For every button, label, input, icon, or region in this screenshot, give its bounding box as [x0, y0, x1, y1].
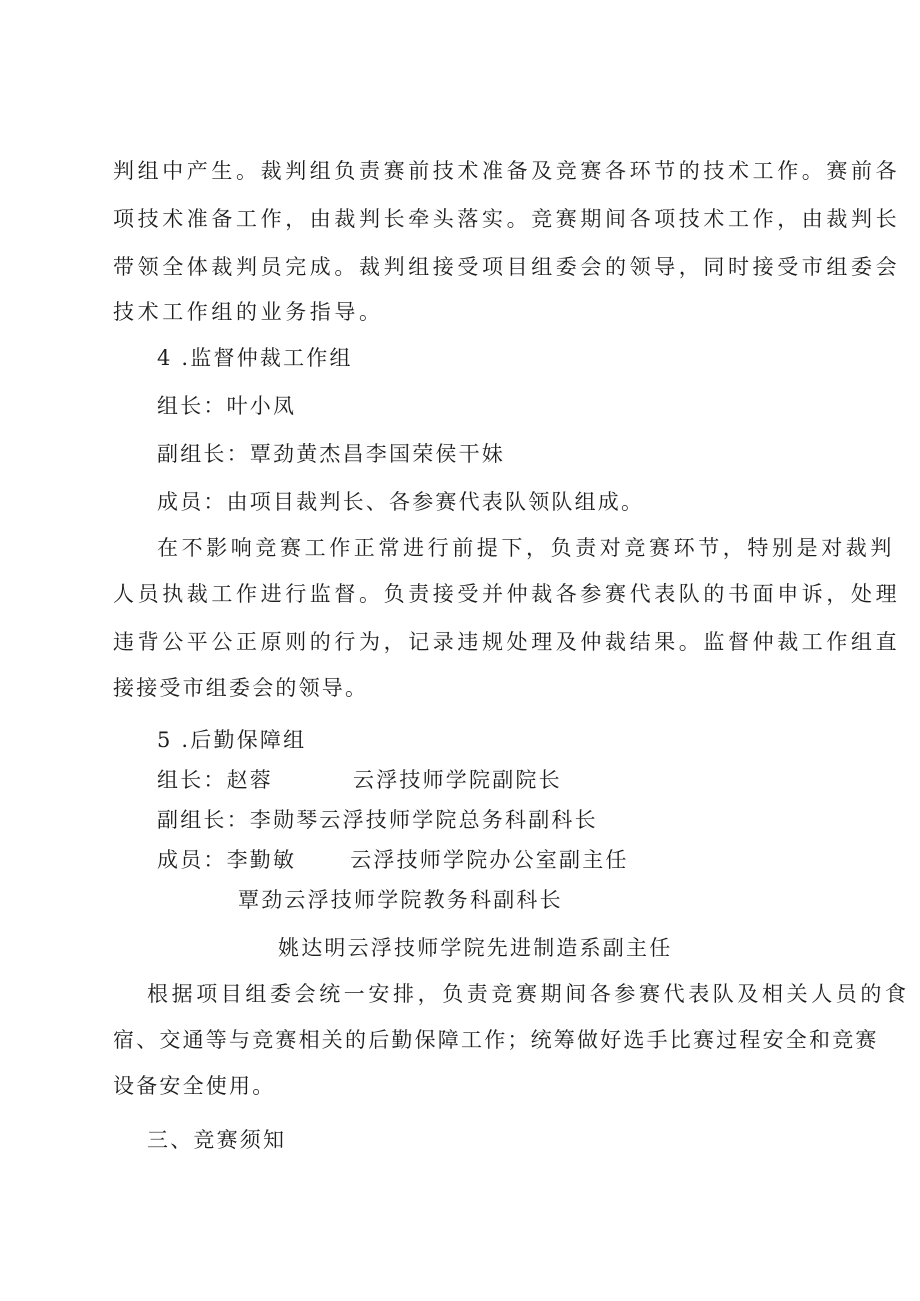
- logistics-leader: [157, 766, 562, 794]
- logistics-leader-label: 组长：赵蓉: [157, 768, 273, 792]
- section-heading-three: 三、竞赛须知: [147, 1128, 287, 1152]
- body-line: 判组中产生。裁判组负责赛前技术准备及竞赛各环节的技术工作。赛前各: [113, 159, 901, 183]
- supervision-members: 成员：由项目裁判长、各参赛代表队领队组成。: [157, 490, 645, 514]
- logistics-deputy: 副组长：李勋琴云浮技师学院总务科副科长: [157, 808, 598, 832]
- supervision-deputy: 副组长：覃劲黄杰昌李国荣侯干妹: [157, 442, 505, 466]
- logistics-member-2: 覃劲云浮技师学院教务科副科长: [238, 888, 563, 912]
- body-line: 设备安全使用。: [113, 1074, 276, 1098]
- body-line: 根据项目组委会统一安排，负责竞赛期间各参赛代表队及相关人员的食: [147, 982, 910, 1006]
- body-line: 宿、交通等与竞赛相关的后勤保障工作；统筹做好选手比赛过程安全和竞赛: [113, 1028, 879, 1052]
- logistics-members: [157, 846, 629, 874]
- body-line: 违背公平公正原则的行为，记录违规处理及仲裁结果。监督仲裁工作组直: [113, 630, 901, 654]
- body-line: 带领全体裁判员完成。裁判组接受项目组委会的领导，同时接受市组委会: [113, 255, 901, 279]
- logistics-member-3: 姚达明云浮技师学院先进制造系副主任: [278, 936, 673, 960]
- logistics-members-title: 云浮技师学院办公室副主任: [350, 848, 629, 872]
- body-line: 接接受市组委会的领导。: [113, 676, 369, 700]
- logistics-members-label: 成员：李勤敏: [157, 848, 297, 872]
- section-heading-logistics: 5 .后勤保障组: [157, 728, 307, 752]
- logistics-leader-title: 云浮技师学院副院长: [353, 768, 562, 792]
- body-line: 在不影响竞赛工作正常进行前提下，负责对竞赛环节，特别是对裁判: [157, 536, 895, 560]
- body-line: 技术工作组的业务指导。: [113, 300, 384, 324]
- body-line: 项技术准备工作，由裁判长牵头落实。竞赛期间各项技术工作，由裁判长: [113, 207, 901, 231]
- body-line: 人员执裁工作进行监督。负责接受并仲裁各参赛代表队的书面申诉，处理: [113, 582, 901, 606]
- section-heading-supervision: 4 .监督仲裁工作组: [157, 346, 353, 370]
- supervision-leader: 组长：叶小凤: [157, 394, 297, 418]
